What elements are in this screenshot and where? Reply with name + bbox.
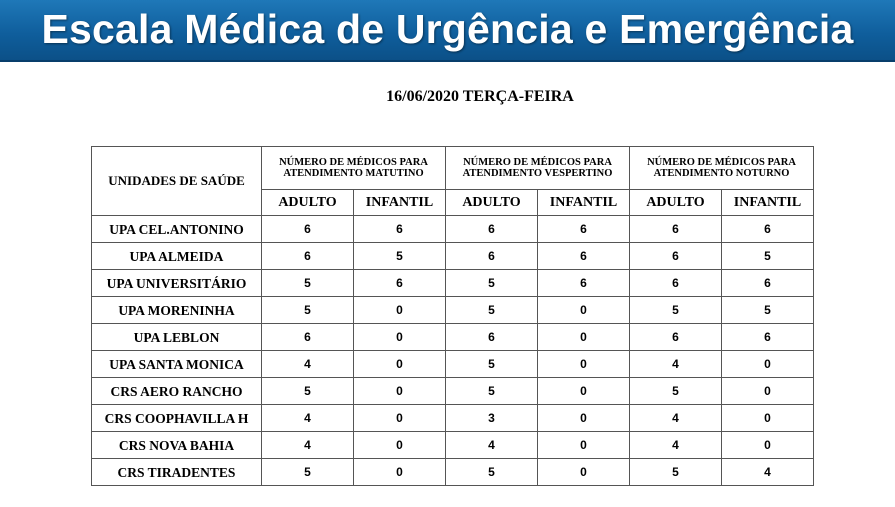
value-cell: 5 xyxy=(722,243,814,270)
value-cell: 0 xyxy=(538,351,630,378)
value-cell: 0 xyxy=(538,405,630,432)
value-cell: 4 xyxy=(262,405,354,432)
value-cell: 6 xyxy=(630,270,722,297)
value-cell: 0 xyxy=(354,297,446,324)
value-cell: 5 xyxy=(262,378,354,405)
value-cell: 5 xyxy=(630,297,722,324)
value-cell: 3 xyxy=(446,405,538,432)
group-header-night: NÚMERO DE MÉDICOS PARA ATENDIMENTO NOTURNO xyxy=(630,147,814,190)
value-cell: 0 xyxy=(722,378,814,405)
value-cell: 5 xyxy=(630,459,722,486)
table-row xyxy=(92,432,814,459)
value-cell: 0 xyxy=(538,378,630,405)
value-cell: 5 xyxy=(262,459,354,486)
value-cell: 0 xyxy=(722,351,814,378)
value-cell: 0 xyxy=(354,459,446,486)
value-cell: 0 xyxy=(538,324,630,351)
value-cell: 0 xyxy=(538,432,630,459)
unit-name: CRS TIRADENTES xyxy=(92,459,262,486)
value-cell: 0 xyxy=(722,405,814,432)
value-cell: 6 xyxy=(354,216,446,243)
value-cell: 0 xyxy=(354,324,446,351)
value-cell: 5 xyxy=(446,459,538,486)
unit-name: UPA MORENINHA xyxy=(92,297,262,324)
table-row xyxy=(92,351,814,378)
unit-name: CRS COOPHAVILLA H xyxy=(92,405,262,432)
page-title: Escala Médica de Urgência e Emergência xyxy=(41,6,854,52)
table-row xyxy=(92,378,814,405)
header-banner xyxy=(0,0,895,62)
value-cell: 6 xyxy=(446,216,538,243)
value-cell: 6 xyxy=(722,216,814,243)
value-cell: 0 xyxy=(538,297,630,324)
value-cell: 4 xyxy=(722,459,814,486)
table-row xyxy=(92,216,814,243)
value-cell: 5 xyxy=(722,297,814,324)
table-row xyxy=(92,270,814,297)
table-row xyxy=(92,405,814,432)
sub-header: ADULTO xyxy=(446,190,538,216)
value-cell: 6 xyxy=(262,243,354,270)
value-cell: 6 xyxy=(722,324,814,351)
value-cell: 6 xyxy=(630,216,722,243)
value-cell: 5 xyxy=(446,378,538,405)
unit-name: UPA SANTA MONICA xyxy=(92,351,262,378)
value-cell: 4 xyxy=(630,405,722,432)
value-cell: 6 xyxy=(630,324,722,351)
sub-header: ADULTO xyxy=(630,190,722,216)
value-cell: 5 xyxy=(262,297,354,324)
value-cell: 4 xyxy=(630,432,722,459)
unit-name: UPA LEBLON xyxy=(92,324,262,351)
value-cell: 5 xyxy=(446,297,538,324)
value-cell: 4 xyxy=(262,351,354,378)
value-cell: 0 xyxy=(354,351,446,378)
value-cell: 6 xyxy=(538,243,630,270)
sub-header: ADULTO xyxy=(262,190,354,216)
sub-header: INFANTIL xyxy=(354,190,446,216)
group-header-row xyxy=(92,147,814,190)
table-row xyxy=(92,243,814,270)
value-cell: 6 xyxy=(538,216,630,243)
unit-name: UPA CEL.ANTONINO xyxy=(92,216,262,243)
unit-name: CRS AERO RANCHO xyxy=(92,378,262,405)
value-cell: 5 xyxy=(262,270,354,297)
value-cell: 5 xyxy=(630,378,722,405)
value-cell: 4 xyxy=(630,351,722,378)
units-column-header: UNIDADES DE SAÚDE xyxy=(92,147,262,216)
value-cell: 6 xyxy=(446,243,538,270)
value-cell: 6 xyxy=(262,324,354,351)
value-cell: 6 xyxy=(722,270,814,297)
value-cell: 6 xyxy=(354,270,446,297)
value-cell: 5 xyxy=(446,351,538,378)
value-cell: 5 xyxy=(446,270,538,297)
value-cell: 5 xyxy=(354,243,446,270)
value-cell: 6 xyxy=(446,324,538,351)
value-cell: 6 xyxy=(630,243,722,270)
value-cell: 6 xyxy=(538,270,630,297)
sub-header: INFANTIL xyxy=(538,190,630,216)
value-cell: 0 xyxy=(722,432,814,459)
table-row xyxy=(92,297,814,324)
value-cell: 0 xyxy=(354,432,446,459)
value-cell: 6 xyxy=(262,216,354,243)
group-header-morning: NÚMERO DE MÉDICOS PARA ATENDIMENTO MATUTINO xyxy=(262,147,446,190)
unit-name: UPA UNIVERSITÁRIO xyxy=(92,270,262,297)
value-cell: 4 xyxy=(262,432,354,459)
unit-name: CRS NOVA BAHIA xyxy=(92,432,262,459)
unit-name: UPA ALMEIDA xyxy=(92,243,262,270)
sub-header: INFANTIL xyxy=(722,190,814,216)
value-cell: 0 xyxy=(354,405,446,432)
value-cell: 0 xyxy=(354,378,446,405)
table-row xyxy=(92,459,814,486)
schedule-table xyxy=(91,146,814,486)
table-row xyxy=(92,324,814,351)
value-cell: 4 xyxy=(446,432,538,459)
group-header-afternoon: NÚMERO DE MÉDICOS PARA ATENDIMENTO VESPERTINO xyxy=(446,147,630,190)
value-cell: 0 xyxy=(538,459,630,486)
schedule-date: 16/06/2020 TERÇA-FEIRA xyxy=(386,88,574,105)
